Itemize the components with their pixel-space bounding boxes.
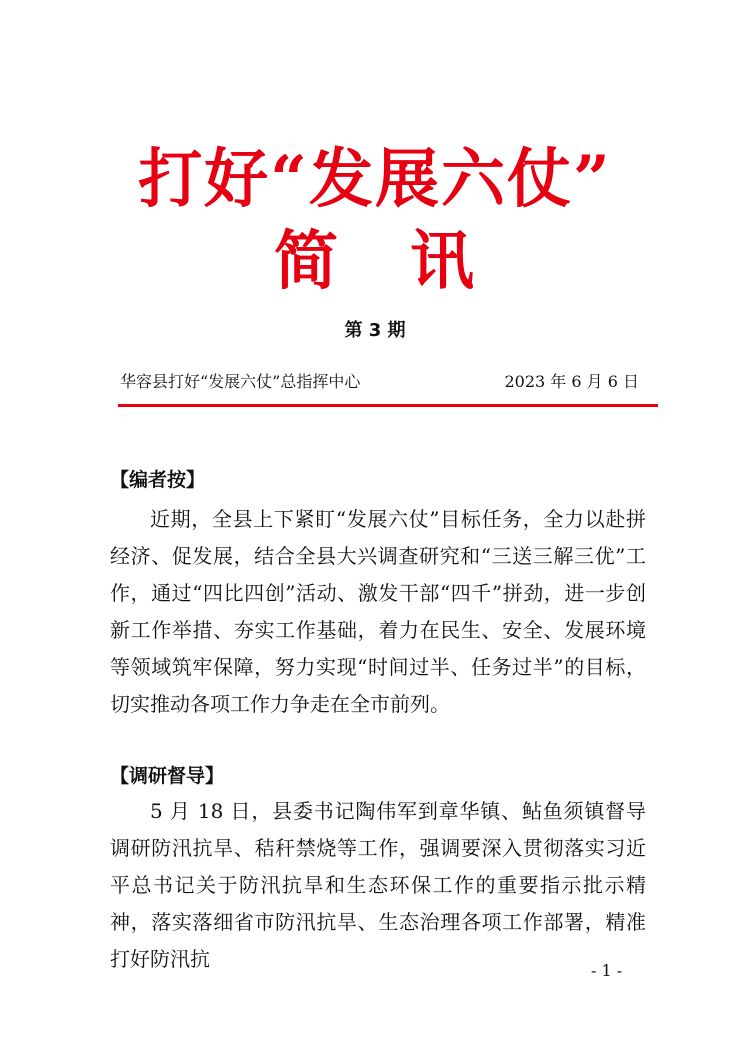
publisher: 华容县打好“发展六仗”总指挥中心 [120,372,361,391]
newsletter-title: 打好“发展六仗” [138,142,612,217]
page-number: - 1 - [591,961,623,980]
newsletter-subtitle [0,220,750,304]
research-body: 5 月 18 日，县委书记陶伟军到章华镇、鲇鱼须镇督导调研防汛抗旱、秸秆禁烧等工作，强调要深入贯彻落实习近平总书记关于防汛抗旱和生态环保工作的重要指示批示精神，落实落细省市防汛抗旱、生态治理各项工作部署，精准打好防汛抗 [110,799,646,971]
publish-date: 2023 年 6 月 6 日 [504,372,639,391]
editor-note-heading: 【编者按】 [110,469,206,491]
issue-number: 第 3 期 [344,320,406,341]
subtitle-char-1: 简 [274,224,340,299]
subtitle-char-2: 讯 [410,224,476,299]
header-divider [118,404,658,407]
research-heading: 【调研督导】 [110,765,225,787]
editor-note-body: 近期，全县上下紧盯“发展六仗”目标任务，全力以赴拼经济、促发展，结合全县大兴调查研究和“三送三解三优”工作，通过“四比四创”活动、激发干部“四千”拼劲，进一步创新工作举措、夯实工作基础，着力在民生、安全、发展环境等领域筑牢保障，努力实现“时间过半、任务过半”的目标，切实推动各项工作力争走在全市前列。 [110,507,646,716]
